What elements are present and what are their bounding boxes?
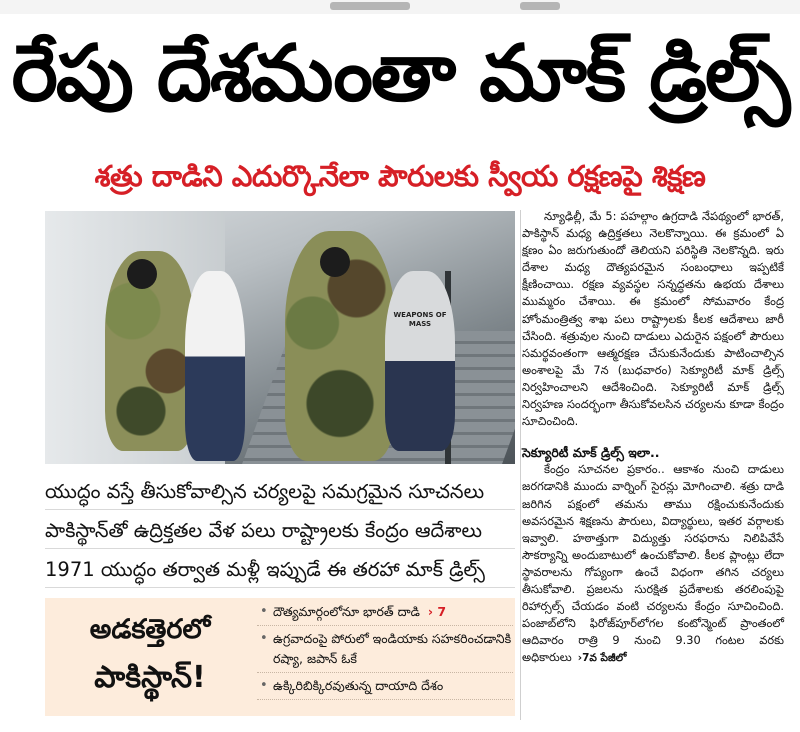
sidebox-item[interactable] bbox=[257, 602, 513, 626]
photo-vest-text: WEAPONS OF MASS bbox=[393, 311, 447, 328]
sidebox-item-text: ఉక్కిరిబిక్కిరవుతున్న దాయాది దేశం bbox=[273, 678, 444, 693]
sidebox-item[interactable] bbox=[257, 676, 513, 700]
sidebox-item-text: దౌత్యమార్గంలోనూ భారత్ దాడి bbox=[273, 604, 420, 619]
headline: రేపు దేశమంతా మాక్ డ్రిల్స్ bbox=[11, 29, 789, 119]
sidebox-items bbox=[257, 602, 513, 703]
top-masthead-strip bbox=[0, 0, 800, 14]
article-paragraph: న్యూఢిల్లీ, మే 5: పహల్గాం ఉగ్రదాడి నేపథ్యంలో భారత్, పాకిస్థాన్ మధ్య ఉద్రిక్తతలు నెలకొన్నాయి. ఈ క్రమంలో ఏ క్షణం ఏం జరుగుతుందో తెలియని పరిస్థితి నెలకొన్నది. ఇరు దేశాల మధ్య దౌత్యపరమైన సంబంధాలు ఇప్పటికే క్షీణించాయి. రక్షణ వ్యవస్థల సన్నద్ధతను ఉభయ దేశాలు ముమ్మరం చేశాయి. ఈ క్రమంలో సోమవారం కేంద్ర హోంమంత్రిత్వ శాఖ పలు రాష్ట్రాలకు కీలక ఆదేశాలు జారీ చేసింది. శత్రువుల నుంచి దాడులు ఎదురైన పక్షంలో పౌరులు సమర్థవంతంగా ఆత్మరక్షణ చేసుకునేందుకు పాటించాల్సిన అంశాలపై మే 7న (బుధవారం) సెక్యూరిటీ మాక్ డ్రిల్స్ నిర్వహించాలని ఆదేశించింది. సెక్యూరిటీ మాక్ డ్రిల్స్ నిర్వహణ సందర్భంగా తీసుకోవలసిన చర్యలను కూడా కేంద్రం సూచించింది. bbox=[522, 209, 784, 429]
article-section-heading: సెక్యూరిటీ మాక్ డ్రిల్స్ ఇలా.. bbox=[522, 445, 660, 461]
article-column bbox=[522, 208, 784, 667]
bullet-icon: • bbox=[260, 631, 268, 646]
sidebox bbox=[45, 598, 515, 716]
gas-mask-icon bbox=[320, 247, 350, 277]
bullet-icon: • bbox=[260, 604, 268, 619]
photo-civilian-right bbox=[385, 271, 455, 451]
sidebox-item-text: ఉగ్రవాదంపై పోరులో ఇండియాకు సహకరించడానికి రష్యా, జపాన్ ఓకే bbox=[273, 631, 512, 666]
article-paragraph: కేంద్రం సూచనల ప్రకారం.. ఆకాశం నుంచి దాడులు జరగడానికి ముందు వార్నింగ్ సైరన్లు మోగించాలి. శత్రు దాడి జరిగిన పక్షంలో తమను తాము రక్షించుకునేందుకు అవసరమైన శిక్షణను పౌరులు, విద్యార్థులు, ఇతర వర్గాలకు ఇవ్వాలి. హఠాత్తుగా విద్యుత్తు సరఫరాను నిలిపివేసే సౌకర్యాన్ని అందుబాటులో ఉంచుకోవాలి. కీలక ప్లాంట్లు లేదా స్థావరాలను గోప్యంగా ఉంచే విధంగా తగిన చర్యలు తీసుకోవాలి. ప్రజలను సురక్షిత ప్రదేశాలకు తరలింపుపై రిహార్సల్స్ చేయడం వంటి చర్యలను కేంద్రం సూచించింది. పంజాబ్‌లోని ఫిరోజ్‌పూర్‌లోగల కంటోన్మెంట్ ప్రాంతంలో ఆదివారం రాత్రి 9 నుంచి 9.30 గంటల వరకు అధికారులు ›7వ పేజీలో bbox=[522, 462, 784, 665]
highlight-line: 1971 యుద్ధం తర్వాత మళ్లీ ఇప్పుడే ఈ తరహా మాక్ డ్రిల్స్ bbox=[45, 553, 515, 588]
column-divider bbox=[520, 210, 521, 720]
subheadline: శత్రు దాడిని ఎదుర్కొనేలా పౌరులకు స్వీయ రక్షణపై శిక్షణ bbox=[94, 159, 706, 193]
cropped-masthead-mark bbox=[330, 2, 410, 10]
highlight-line: పాకిస్థాన్‌తో ఉద్రిక్తతల వేళ పలు రాష్ట్రాలకు కేంద్రం ఆదేశాలు bbox=[45, 514, 515, 549]
highlight-line: యుద్ధం వస్తే తీసుకోవాల్సిన చర్యలపై సమగ్రమైన సూచనలు bbox=[45, 475, 515, 510]
photo-civilian-left bbox=[185, 271, 245, 461]
photo-railing bbox=[445, 271, 515, 464]
page-ref: › 7 bbox=[427, 604, 447, 619]
cropped-masthead-mark bbox=[520, 2, 560, 10]
news-photo bbox=[45, 211, 515, 464]
sidebox-item[interactable] bbox=[257, 629, 513, 673]
sidebox-title-line1: అడకత్తెరలో bbox=[89, 614, 211, 645]
highlight-lines bbox=[45, 475, 515, 588]
continued-link[interactable]: ›7వ పేజీలో bbox=[577, 652, 627, 665]
gas-mask-icon bbox=[127, 259, 157, 289]
sidebox-title-line2: పాకిస్థాన్! bbox=[94, 660, 206, 695]
sidebox-title bbox=[45, 598, 255, 716]
bullet-icon: • bbox=[260, 678, 268, 693]
